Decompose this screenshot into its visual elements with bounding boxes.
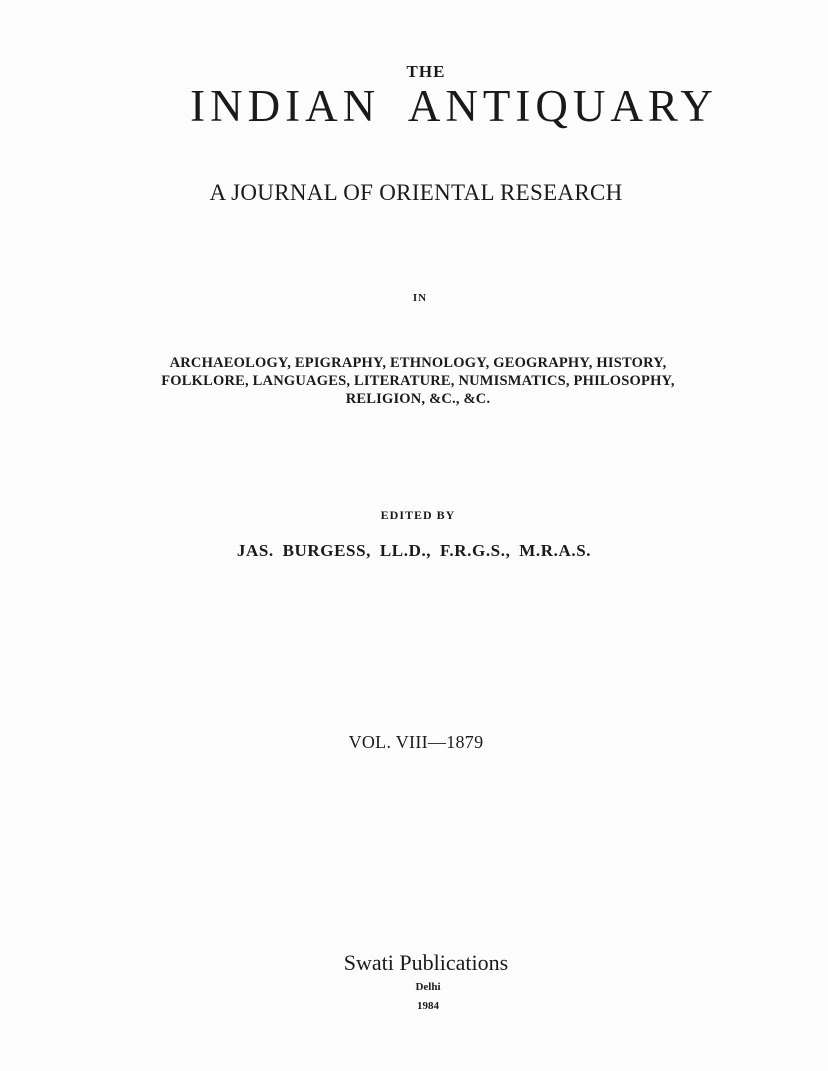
in-word: IN [412, 292, 428, 304]
journal-subtitle: A JOURNAL OF ORIENTAL RESEARCH [209, 180, 623, 205]
journal-title: INDIAN ANTIQUARY [190, 81, 718, 131]
publication-year: 1984 [417, 1000, 439, 1012]
volume-year: VOL. VIII—1879 [348, 732, 484, 752]
publisher-city: Delhi [415, 981, 441, 993]
editor-name: JAS. BURGESS, LL.D., F.R.G.S., M.R.A.S. [236, 541, 592, 560]
subjects-list [0, 354, 828, 408]
publisher-name: Swati Publications [343, 950, 509, 975]
title-article: THE [406, 62, 446, 81]
subjects-line: FOLKLORE, LANGUAGES, LITERATURE, NUMISMATICS, PHILOSOPHY, [161, 373, 675, 389]
edited-by-label: EDITED BY [380, 508, 456, 522]
subjects-line: ARCHAEOLOGY, EPIGRAPHY, ETHNOLOGY, GEOGRAPHY, HISTORY, [169, 355, 667, 371]
subjects-line: RELIGION, &C., &C. [345, 391, 491, 407]
